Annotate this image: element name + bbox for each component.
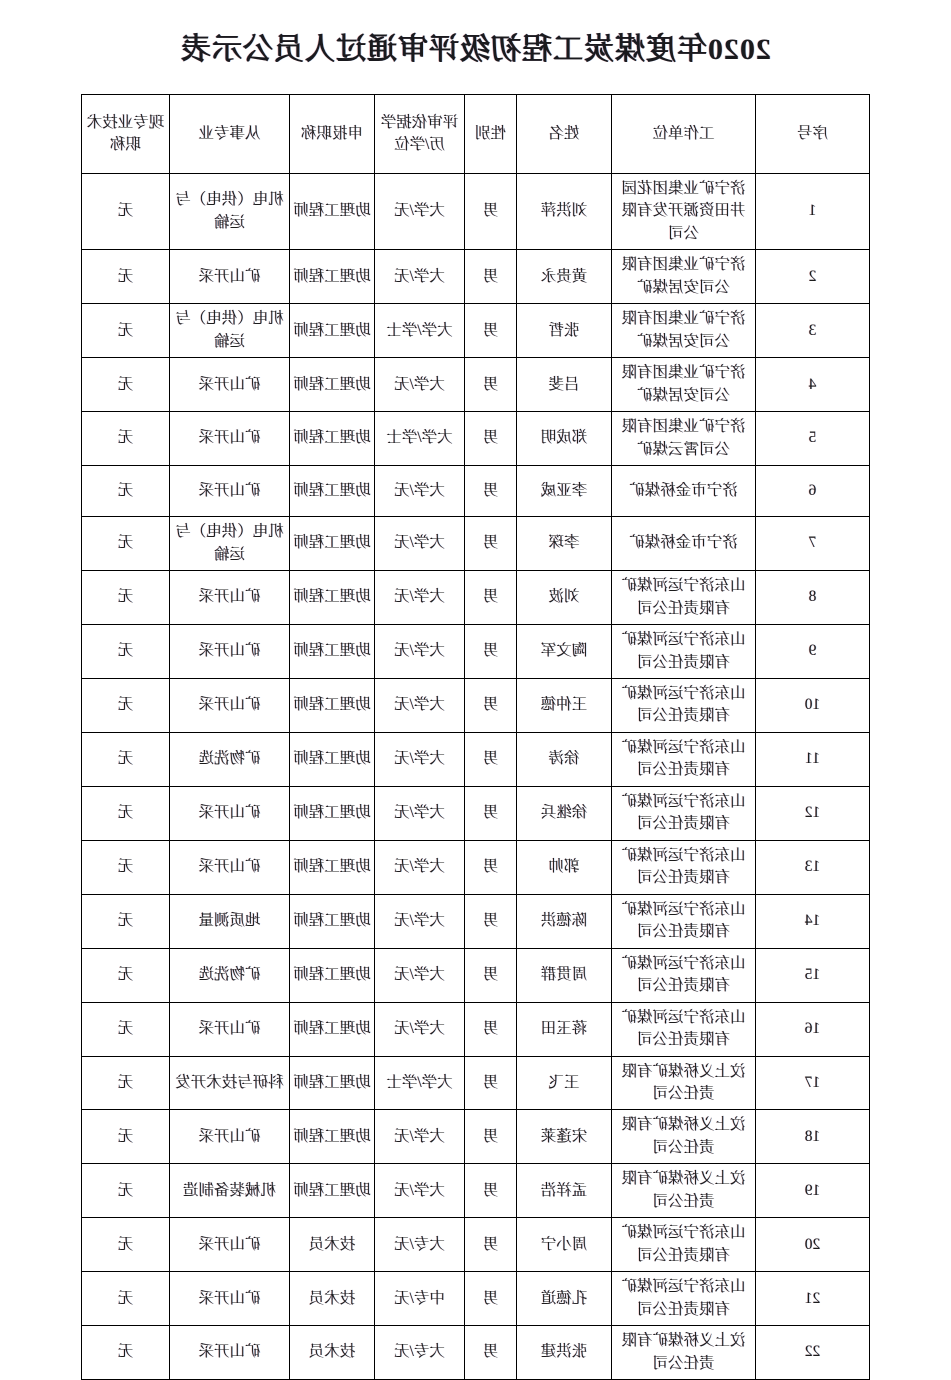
table-row bbox=[82, 732, 870, 786]
cell-degree: 大学/无 bbox=[375, 840, 465, 894]
cell-profession: 矿山开采 bbox=[170, 466, 290, 517]
cell-applied-title: 助理工程师 bbox=[290, 1110, 375, 1164]
cell-serial: 14 bbox=[756, 894, 870, 948]
cell-name: 周小宁 bbox=[517, 1218, 612, 1272]
table-row bbox=[82, 1110, 870, 1164]
cell-name: 陶文军 bbox=[517, 625, 612, 679]
cell-profession: 科研与技术开发 bbox=[170, 1056, 290, 1110]
cell-work-unit: 山东济宁运河煤矿有限责任公司 bbox=[612, 1218, 756, 1272]
cell-profession: 矿山开采 bbox=[170, 358, 290, 412]
cell-profession: 矿山开采 bbox=[170, 678, 290, 732]
cell-applied-title: 助理工程师 bbox=[290, 625, 375, 679]
cell-serial: 22 bbox=[756, 1326, 870, 1380]
cell-current-title: 无 bbox=[82, 786, 170, 840]
cell-current-title: 无 bbox=[82, 304, 170, 358]
cell-degree: 大专/无 bbox=[375, 1218, 465, 1272]
cell-current-title: 无 bbox=[82, 894, 170, 948]
cell-gender: 男 bbox=[465, 174, 517, 250]
cell-current-title: 无 bbox=[82, 412, 170, 466]
cell-serial: 2 bbox=[756, 250, 870, 304]
cell-serial: 20 bbox=[756, 1218, 870, 1272]
col-serial: 序号 bbox=[756, 95, 870, 174]
cell-degree: 大学/无 bbox=[375, 174, 465, 250]
table-row bbox=[82, 1002, 870, 1056]
table-row bbox=[82, 304, 870, 358]
cell-applied-title: 助理工程师 bbox=[290, 174, 375, 250]
cell-applied-title: 助理工程师 bbox=[290, 304, 375, 358]
cell-serial: 17 bbox=[756, 1056, 870, 1110]
table-header-row bbox=[82, 95, 870, 174]
cell-name: 吕斐 bbox=[517, 358, 612, 412]
cell-name: 李亚威 bbox=[517, 466, 612, 517]
cell-degree: 大学/无 bbox=[375, 1110, 465, 1164]
cell-serial: 1 bbox=[756, 174, 870, 250]
cell-work-unit: 济宁市金桥煤矿 bbox=[612, 466, 756, 517]
cell-work-unit: 山东济宁运河煤矿有限责任公司 bbox=[612, 625, 756, 679]
cell-work-unit: 山东济宁运河煤矿有限责任公司 bbox=[612, 1002, 756, 1056]
cell-name: 李琛 bbox=[517, 517, 612, 571]
cell-gender: 男 bbox=[465, 1002, 517, 1056]
cell-work-unit: 济宁矿业集团有限公司安居煤矿 bbox=[612, 358, 756, 412]
cell-applied-title: 助理工程师 bbox=[290, 358, 375, 412]
cell-work-unit: 济宁矿业集团花园井田资源开发有限公司 bbox=[612, 174, 756, 250]
cell-name: 王飞 bbox=[517, 1056, 612, 1110]
cell-name: 黄贵永 bbox=[517, 250, 612, 304]
table-row bbox=[82, 517, 870, 571]
cell-gender: 男 bbox=[465, 1326, 517, 1380]
cell-serial: 7 bbox=[756, 517, 870, 571]
cell-current-title: 无 bbox=[82, 571, 170, 625]
cell-profession: 矿山开采 bbox=[170, 786, 290, 840]
cell-current-title: 无 bbox=[82, 250, 170, 304]
roster-table bbox=[81, 94, 870, 1380]
cell-degree: 大学/无 bbox=[375, 517, 465, 571]
table-row bbox=[82, 678, 870, 732]
col-work-unit: 工作单位 bbox=[612, 95, 756, 174]
cell-current-title: 无 bbox=[82, 1110, 170, 1164]
cell-gender: 男 bbox=[465, 250, 517, 304]
col-applied-title: 申报职称 bbox=[290, 95, 375, 174]
page-title: 2020年度煤炭工程初级评审通过人员公示表 bbox=[180, 33, 771, 66]
cell-profession: 机械装备制造 bbox=[170, 1164, 290, 1218]
table-row bbox=[82, 894, 870, 948]
cell-current-title: 无 bbox=[82, 678, 170, 732]
col-current-title: 现专业技术职称 bbox=[82, 95, 170, 174]
table-row bbox=[82, 466, 870, 517]
cell-gender: 男 bbox=[465, 412, 517, 466]
cell-work-unit: 山东济宁运河煤矿有限责任公司 bbox=[612, 732, 756, 786]
cell-profession: 矿山开采 bbox=[170, 1272, 290, 1326]
cell-work-unit: 山东济宁运河煤矿有限责任公司 bbox=[612, 678, 756, 732]
cell-profession: 矿山开采 bbox=[170, 840, 290, 894]
cell-gender: 男 bbox=[465, 786, 517, 840]
cell-gender: 男 bbox=[465, 1272, 517, 1326]
cell-current-title: 无 bbox=[82, 466, 170, 517]
cell-work-unit: 济宁市金桥煤矿 bbox=[612, 517, 756, 571]
cell-work-unit: 山东济宁运河煤矿有限责任公司 bbox=[612, 1272, 756, 1326]
cell-degree: 大学/无 bbox=[375, 786, 465, 840]
cell-name: 张洪建 bbox=[517, 1326, 612, 1380]
cell-gender: 男 bbox=[465, 840, 517, 894]
cell-name: 蒋玉田 bbox=[517, 1002, 612, 1056]
cell-applied-title: 助理工程师 bbox=[290, 250, 375, 304]
cell-profession: 矿山开采 bbox=[170, 1110, 290, 1164]
cell-applied-title: 助理工程师 bbox=[290, 948, 375, 1002]
cell-applied-title: 助理工程师 bbox=[290, 466, 375, 517]
cell-current-title: 无 bbox=[82, 948, 170, 1002]
cell-degree: 大学/无 bbox=[375, 894, 465, 948]
cell-work-unit: 汶上义桥煤矿有限责任公司 bbox=[612, 1326, 756, 1380]
cell-current-title: 无 bbox=[82, 174, 170, 250]
table-row bbox=[82, 786, 870, 840]
cell-profession: 矿物洗选 bbox=[170, 948, 290, 1002]
cell-degree: 大学/无 bbox=[375, 1002, 465, 1056]
cell-serial: 3 bbox=[756, 304, 870, 358]
cell-name: 宋蓬莱 bbox=[517, 1110, 612, 1164]
cell-current-title: 无 bbox=[82, 1164, 170, 1218]
table-row bbox=[82, 250, 870, 304]
table-row bbox=[82, 1056, 870, 1110]
cell-gender: 男 bbox=[465, 732, 517, 786]
cell-name: 张哲 bbox=[517, 304, 612, 358]
cell-name: 徐继兵 bbox=[517, 786, 612, 840]
cell-profession: 矿山开采 bbox=[170, 1002, 290, 1056]
table-row bbox=[82, 358, 870, 412]
cell-work-unit: 山东济宁运河煤矿有限责任公司 bbox=[612, 894, 756, 948]
cell-profession: 矿山开采 bbox=[170, 625, 290, 679]
cell-serial: 15 bbox=[756, 948, 870, 1002]
cell-serial: 19 bbox=[756, 1164, 870, 1218]
cell-degree: 大学/无 bbox=[375, 948, 465, 1002]
cell-degree: 大学/无 bbox=[375, 732, 465, 786]
cell-current-title: 无 bbox=[82, 1272, 170, 1326]
cell-profession: 矿物洗选 bbox=[170, 732, 290, 786]
cell-work-unit: 汶上义桥煤矿有限责任公司 bbox=[612, 1110, 756, 1164]
cell-gender: 男 bbox=[465, 894, 517, 948]
cell-serial: 8 bbox=[756, 571, 870, 625]
cell-serial: 5 bbox=[756, 412, 870, 466]
cell-work-unit: 济宁矿业集团有限公司安居煤矿 bbox=[612, 304, 756, 358]
cell-current-title: 无 bbox=[82, 358, 170, 412]
cell-applied-title: 助理工程师 bbox=[290, 412, 375, 466]
cell-degree: 大学/无 bbox=[375, 250, 465, 304]
col-profession: 从事专业 bbox=[170, 95, 290, 174]
cell-applied-title: 助理工程师 bbox=[290, 1002, 375, 1056]
cell-gender: 男 bbox=[465, 571, 517, 625]
cell-profession: 矿山开采 bbox=[170, 571, 290, 625]
cell-applied-title: 助理工程师 bbox=[290, 1056, 375, 1110]
cell-work-unit: 山东济宁运河煤矿有限责任公司 bbox=[612, 948, 756, 1002]
cell-profession: 矿山开采 bbox=[170, 412, 290, 466]
cell-applied-title: 助理工程师 bbox=[290, 786, 375, 840]
cell-profession: 矿山开采 bbox=[170, 1326, 290, 1380]
cell-gender: 男 bbox=[465, 1056, 517, 1110]
cell-current-title: 无 bbox=[82, 1218, 170, 1272]
cell-serial: 6 bbox=[756, 466, 870, 517]
table-row bbox=[82, 571, 870, 625]
cell-name: 刘波 bbox=[517, 571, 612, 625]
cell-current-title: 无 bbox=[82, 1002, 170, 1056]
cell-profession: 机电（供电）与运输 bbox=[170, 174, 290, 250]
cell-work-unit: 山东济宁运河煤矿有限责任公司 bbox=[612, 786, 756, 840]
cell-name: 王仲德 bbox=[517, 678, 612, 732]
table-row bbox=[82, 840, 870, 894]
cell-name: 周贯群 bbox=[517, 948, 612, 1002]
cell-gender: 男 bbox=[465, 1218, 517, 1272]
cell-degree: 大学/无 bbox=[375, 1164, 465, 1218]
cell-degree: 大学/无 bbox=[375, 571, 465, 625]
cell-work-unit: 山东济宁运河煤矿有限责任公司 bbox=[612, 840, 756, 894]
cell-name: 郭帅 bbox=[517, 840, 612, 894]
cell-work-unit: 汶上义桥煤矿有限责任公司 bbox=[612, 1056, 756, 1110]
cell-current-title: 无 bbox=[82, 1056, 170, 1110]
cell-gender: 男 bbox=[465, 517, 517, 571]
table-body bbox=[82, 174, 870, 1380]
cell-profession: 机电（供电）与运输 bbox=[170, 304, 290, 358]
cell-degree: 大学/学士 bbox=[375, 304, 465, 358]
cell-applied-title: 助理工程师 bbox=[290, 1164, 375, 1218]
cell-serial: 11 bbox=[756, 732, 870, 786]
cell-work-unit: 山东济宁运河煤矿有限责任公司 bbox=[612, 571, 756, 625]
table-row bbox=[82, 625, 870, 679]
table-row bbox=[82, 174, 870, 250]
cell-work-unit: 济宁矿业集团有限公司霄云煤矿 bbox=[612, 412, 756, 466]
cell-serial: 9 bbox=[756, 625, 870, 679]
cell-gender: 男 bbox=[465, 358, 517, 412]
cell-current-title: 无 bbox=[82, 840, 170, 894]
cell-gender: 男 bbox=[465, 678, 517, 732]
cell-serial: 4 bbox=[756, 358, 870, 412]
cell-profession: 矿山开采 bbox=[170, 250, 290, 304]
table-row bbox=[82, 1164, 870, 1218]
cell-current-title: 无 bbox=[82, 1326, 170, 1380]
cell-degree: 大学/无 bbox=[375, 625, 465, 679]
cell-gender: 男 bbox=[465, 948, 517, 1002]
cell-applied-title: 助理工程师 bbox=[290, 894, 375, 948]
table-row bbox=[82, 412, 870, 466]
cell-profession: 地质测量 bbox=[170, 894, 290, 948]
cell-name: 郑成明 bbox=[517, 412, 612, 466]
cell-degree: 大学/学士 bbox=[375, 412, 465, 466]
cell-current-title: 无 bbox=[82, 732, 170, 786]
cell-gender: 男 bbox=[465, 1164, 517, 1218]
cell-applied-title: 助理工程师 bbox=[290, 840, 375, 894]
cell-name: 陈德洪 bbox=[517, 894, 612, 948]
cell-degree: 大专/无 bbox=[375, 1326, 465, 1380]
cell-serial: 10 bbox=[756, 678, 870, 732]
cell-name: 刘洪萍 bbox=[517, 174, 612, 250]
cell-applied-title: 助理工程师 bbox=[290, 732, 375, 786]
cell-gender: 男 bbox=[465, 304, 517, 358]
cell-applied-title: 助理工程师 bbox=[290, 517, 375, 571]
cell-serial: 12 bbox=[756, 786, 870, 840]
cell-degree: 中专/无 bbox=[375, 1272, 465, 1326]
col-name: 姓名 bbox=[517, 95, 612, 174]
cell-name: 孔德道 bbox=[517, 1272, 612, 1326]
table-row bbox=[82, 1218, 870, 1272]
cell-applied-title: 技术员 bbox=[290, 1218, 375, 1272]
cell-serial: 16 bbox=[756, 1002, 870, 1056]
cell-gender: 男 bbox=[465, 466, 517, 517]
cell-degree: 大学/无 bbox=[375, 358, 465, 412]
table-row bbox=[82, 948, 870, 1002]
cell-applied-title: 助理工程师 bbox=[290, 678, 375, 732]
cell-name: 徐涛 bbox=[517, 732, 612, 786]
col-degree: 评审依据学历/学位 bbox=[375, 95, 465, 174]
cell-degree: 大学/学士 bbox=[375, 1056, 465, 1110]
cell-current-title: 无 bbox=[82, 517, 170, 571]
cell-gender: 男 bbox=[465, 625, 517, 679]
table-row bbox=[82, 1272, 870, 1326]
cell-work-unit: 济宁矿业集团有限公司安居煤矿 bbox=[612, 250, 756, 304]
cell-applied-title: 技术员 bbox=[290, 1326, 375, 1380]
cell-applied-title: 助理工程师 bbox=[290, 571, 375, 625]
cell-work-unit: 汶上义桥煤矿有限责任公司 bbox=[612, 1164, 756, 1218]
cell-name: 孟祥浩 bbox=[517, 1164, 612, 1218]
cell-current-title: 无 bbox=[82, 625, 170, 679]
cell-serial: 21 bbox=[756, 1272, 870, 1326]
cell-degree: 大学/无 bbox=[375, 466, 465, 517]
cell-profession: 机电（供电）与运输 bbox=[170, 517, 290, 571]
cell-profession: 矿山开采 bbox=[170, 1218, 290, 1272]
col-gender: 性别 bbox=[465, 95, 517, 174]
cell-gender: 男 bbox=[465, 1110, 517, 1164]
cell-serial: 18 bbox=[756, 1110, 870, 1164]
cell-degree: 大学/无 bbox=[375, 678, 465, 732]
table-row bbox=[82, 1326, 870, 1380]
cell-serial: 13 bbox=[756, 840, 870, 894]
cell-applied-title: 技术员 bbox=[290, 1272, 375, 1326]
